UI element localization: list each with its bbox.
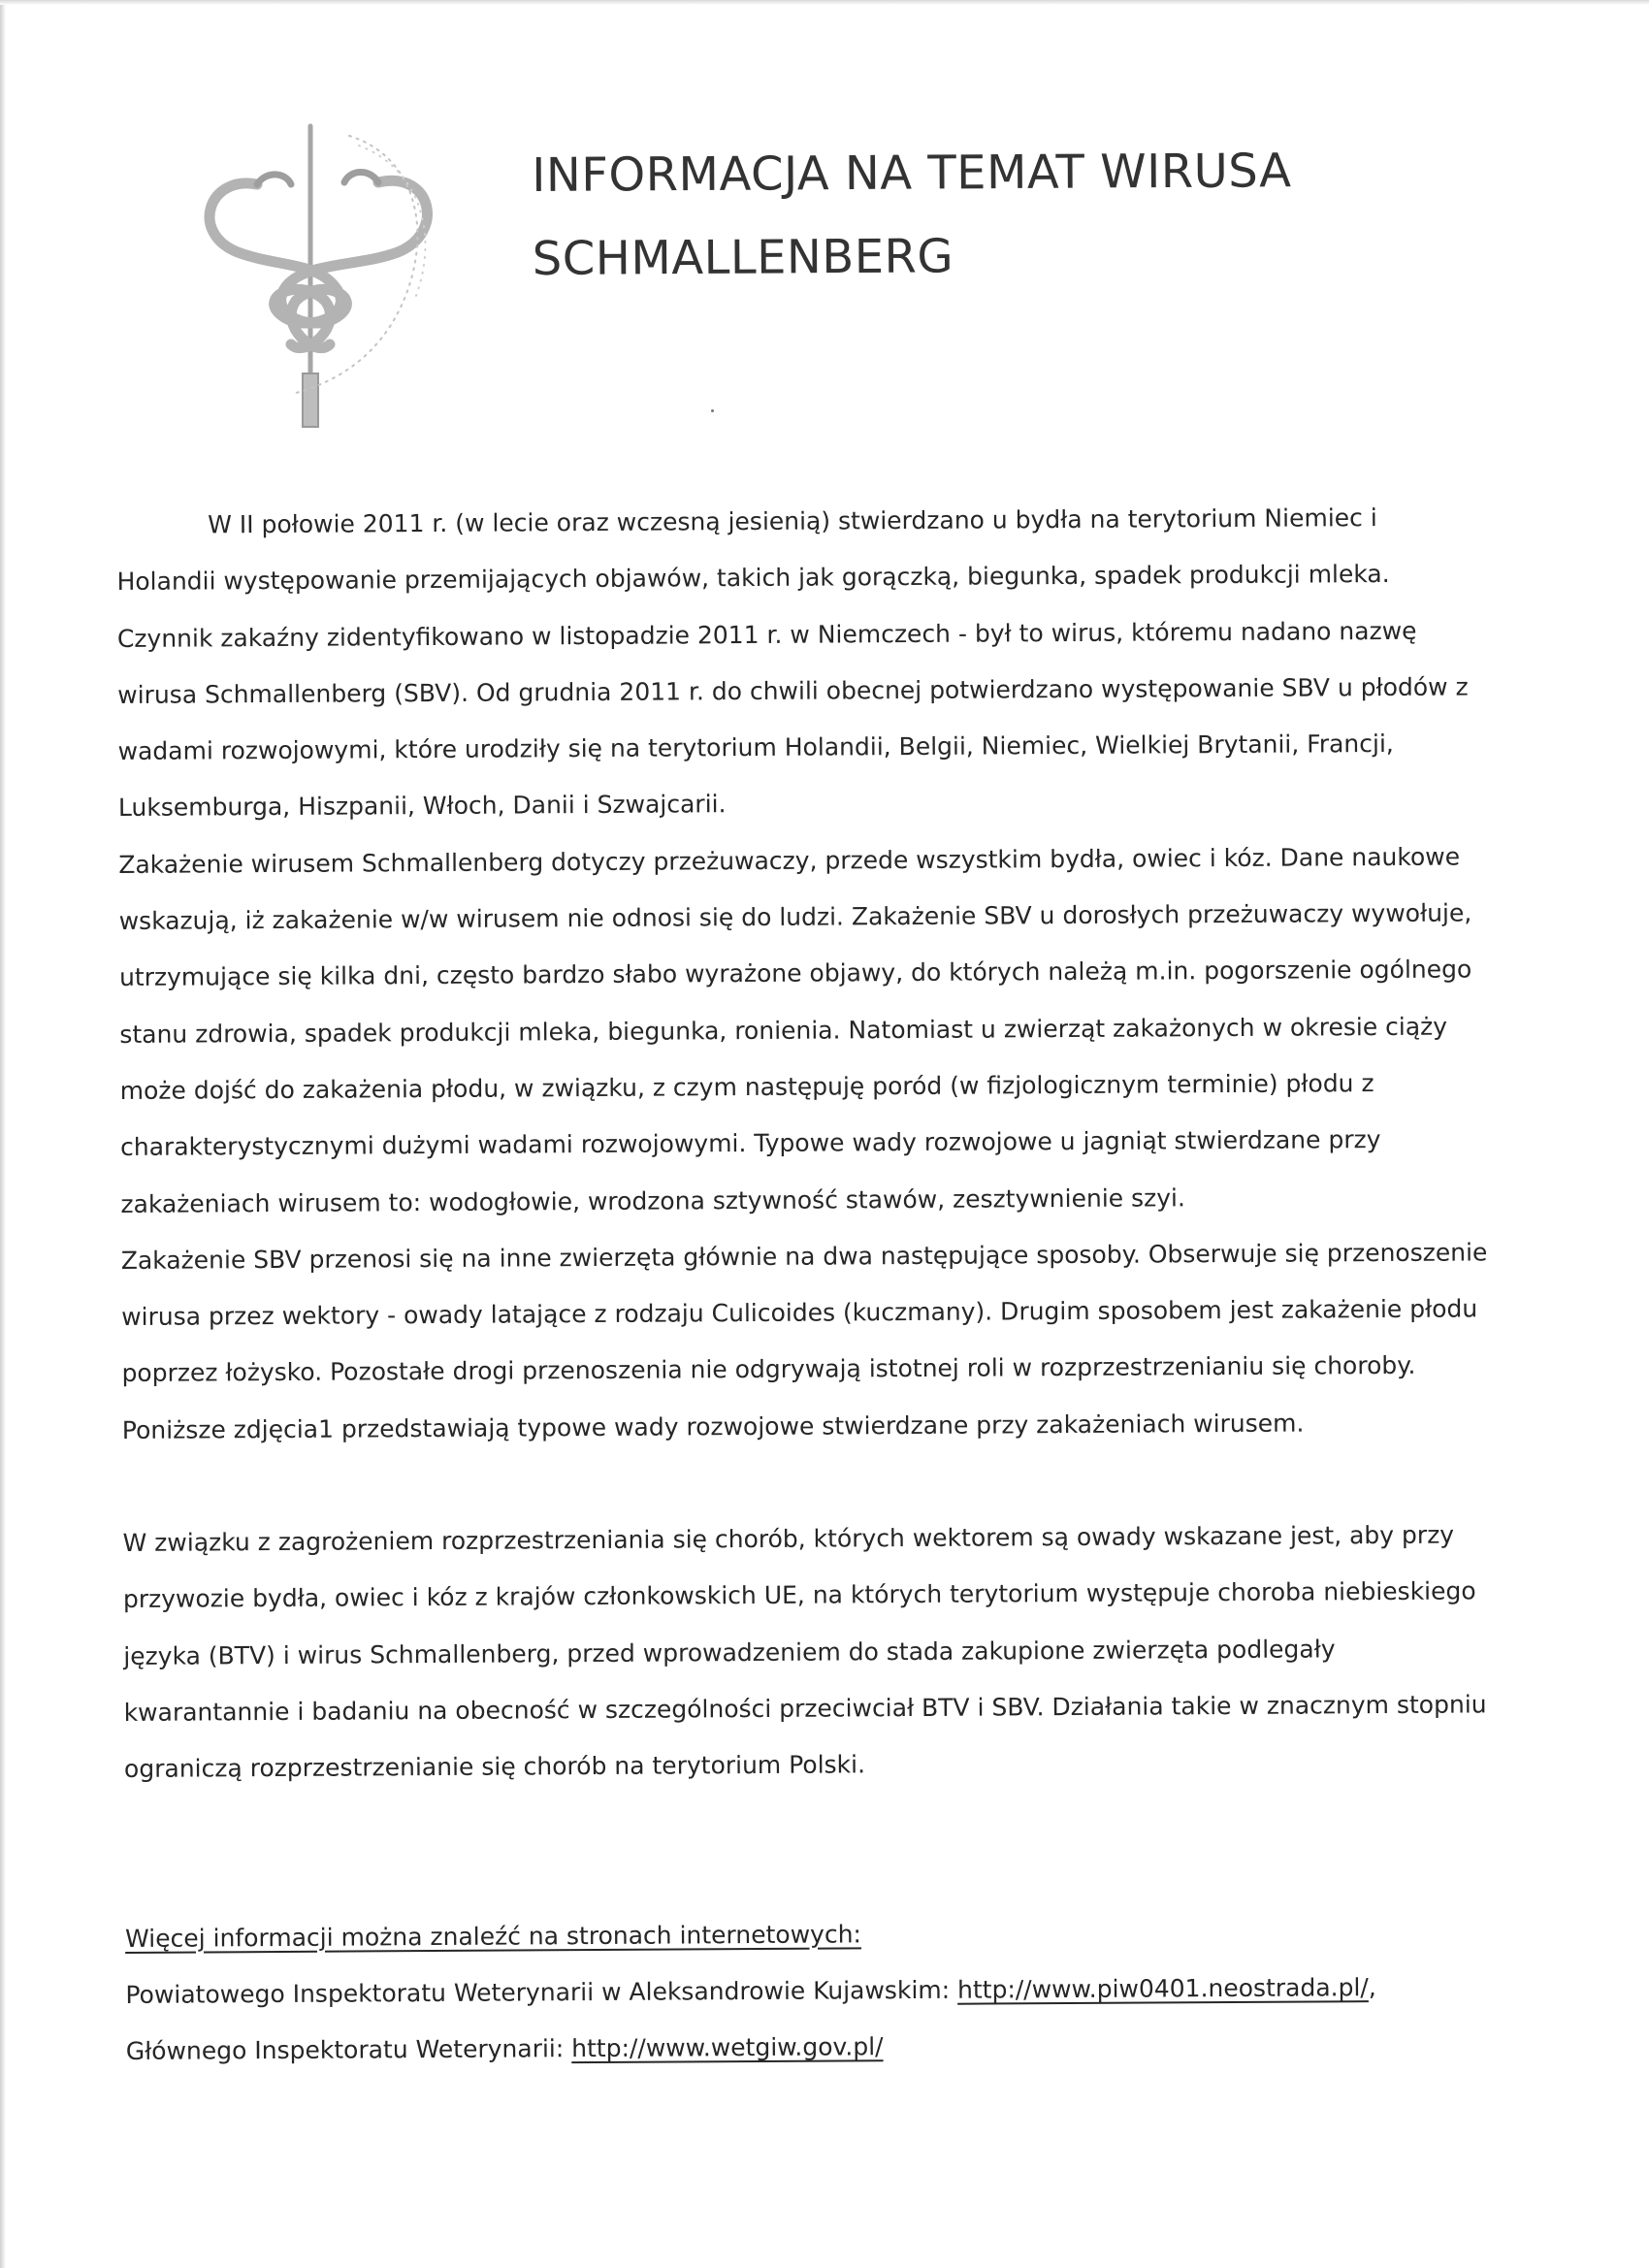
link-suffix: , [1368, 1972, 1376, 2001]
text-line: zakażeniach wirusem to: wodogłowie, wrodzona sztywność stawów, zesztywnienie szyi. [120, 1183, 1185, 1218]
text-line: może dojść do zakażenia płodu, w związku, z czym następuję poród (w fizjologicznym terminie) płodu z [119, 1069, 1374, 1105]
text-line: Luksemburga, Hiszpanii, Włoch, Danii i Szwajcarii. [117, 790, 727, 823]
text-line: wirusa przez wektory - owady latające z rodzaju Culicoides (kuczmany). Drugim sposobem jest zakażenie płodu [121, 1294, 1478, 1332]
paragraph-intro [116, 489, 1535, 837]
text-line: Poniższe zdjęcia1 przedstawiają typowe wady rozwojowe stwierdzane przy zakażeniach wirusem. [121, 1409, 1305, 1444]
text-line: kwarantannie i badaniu na obecność w szczególności przeciwciał BTV i SBV. Działania takie w znacznym stopniu [123, 1690, 1487, 1727]
scan-edge-top [0, 0, 1649, 5]
title-line-2: SCHMALLENBERG [532, 229, 954, 286]
text-line: poprzez łożysko. Pozostałe drogi przenoszenia nie odgrywają istotnej roli w rozprzestrzenianiu się choroby. [121, 1351, 1416, 1388]
paragraph-transmission [121, 1224, 1538, 1459]
text-line: Czynnik zakaźny zidentyfikowano w listopadzie 2011 r. w Niemczech - był to wirus, któremu nadano nazwę [116, 616, 1417, 653]
text-line: Holandii występowanie przemijających objawów, takich jak gorączką, biegunka, spadek produkcji mleka. [116, 560, 1390, 597]
link-label-piw: Powiatowego Inspektoratu Weterynarii w Aleksandrowie Kujawskim: [125, 1975, 958, 2009]
link-piw[interactable]: http://www.piw0401.neostrada.pl/ [956, 1972, 1369, 2004]
text-line: języka (BTV) i wirus Schmallenberg, przed wprowadzeniem do stada zakupione zwierzęta podlegały [123, 1634, 1336, 1670]
links-section [125, 1902, 1542, 2081]
link-label-giw: Głównego Inspektoratu Weterynarii: [125, 2034, 572, 2066]
link-giw[interactable]: http://www.wetgiw.gov.pl/ [571, 2032, 884, 2063]
text-line: W związku z zagrożeniem rozprzestrzeniania się chorób, których wektorem są owady wskazane jest, aby przy [122, 1520, 1455, 1558]
caduceus-icon [189, 116, 509, 437]
text-line: przywozie bydła, owiec i kóz z krajów członkowskich UE, na których terytorium występuje choroba niebieskiego [122, 1576, 1476, 1614]
links-heading: Więcej informacji można znaleźć na stronach internetowych: [124, 1919, 862, 1953]
text-line: utrzymujące się kilka dni, często bardzo słabo wyrażone objawy, do których należą m.in. pogorszenie ogólnego [118, 955, 1472, 992]
text-line: Zakażenie SBV przenosi się na inne zwierzęta głównie na dwa następujące sposoby. Obserwuje się przenoszenie [120, 1238, 1488, 1275]
link-line-piw [125, 1959, 1541, 2024]
paragraph-infection [118, 828, 1536, 1233]
text-line: W II połowie 2011 r. (w lecie oraz wczesną jesienią) stwierdzano u bydła na terytorium Niemiec i [208, 503, 1377, 539]
paragraph-recommendation [122, 1507, 1540, 1798]
paragraph-spacer [124, 1790, 1541, 1911]
text-line: wadami rozwojowymi, które urodziły się na terytorium Holandii, Belgii, Niemiec, Wielkiej Brytanii, Francji, [117, 729, 1394, 766]
title-line-1: INFORMACJA NA TEMAT WIRUSA [532, 144, 1292, 203]
paragraph-spacer [122, 1450, 1538, 1515]
scan-edge-left [0, 0, 6, 2268]
text-line: ograniczą rozprzestrzenianie się chorób na terytorium Polski. [123, 1750, 866, 1784]
text-line: wskazują, iż zakażenie w/w wirusem nie odnosi się do ludzi. Zakażenie SBV u dorosłych przeżuwaczy wywołuje, [118, 898, 1472, 936]
text-line: Zakażenie wirusem Schmallenberg dotyczy przeżuwaczy, przede wszystkim bydła, owiec i kóz. Dane naukowe [118, 842, 1461, 879]
text-line: charakterystycznymi dużymi wadami rozwojowymi. Typowe wady rozwojowe u jagniąt stwierdzane przy [120, 1125, 1381, 1162]
link-line-giw [126, 2015, 1542, 2080]
page-title [532, 129, 1292, 301]
text-line: stanu zdrowia, spadek produkcji mleka, biegunka, ronienia. Natomiast u zwierząt zakażonych w okresie ciąży [119, 1012, 1448, 1049]
scan-speck [711, 409, 714, 412]
document-body [116, 489, 1542, 2080]
text-line: wirusa Schmallenberg (SBV). Od grudnia 2011 r. do chwili obecnej potwierdzano występowanie SBV u płodów z [117, 672, 1469, 709]
